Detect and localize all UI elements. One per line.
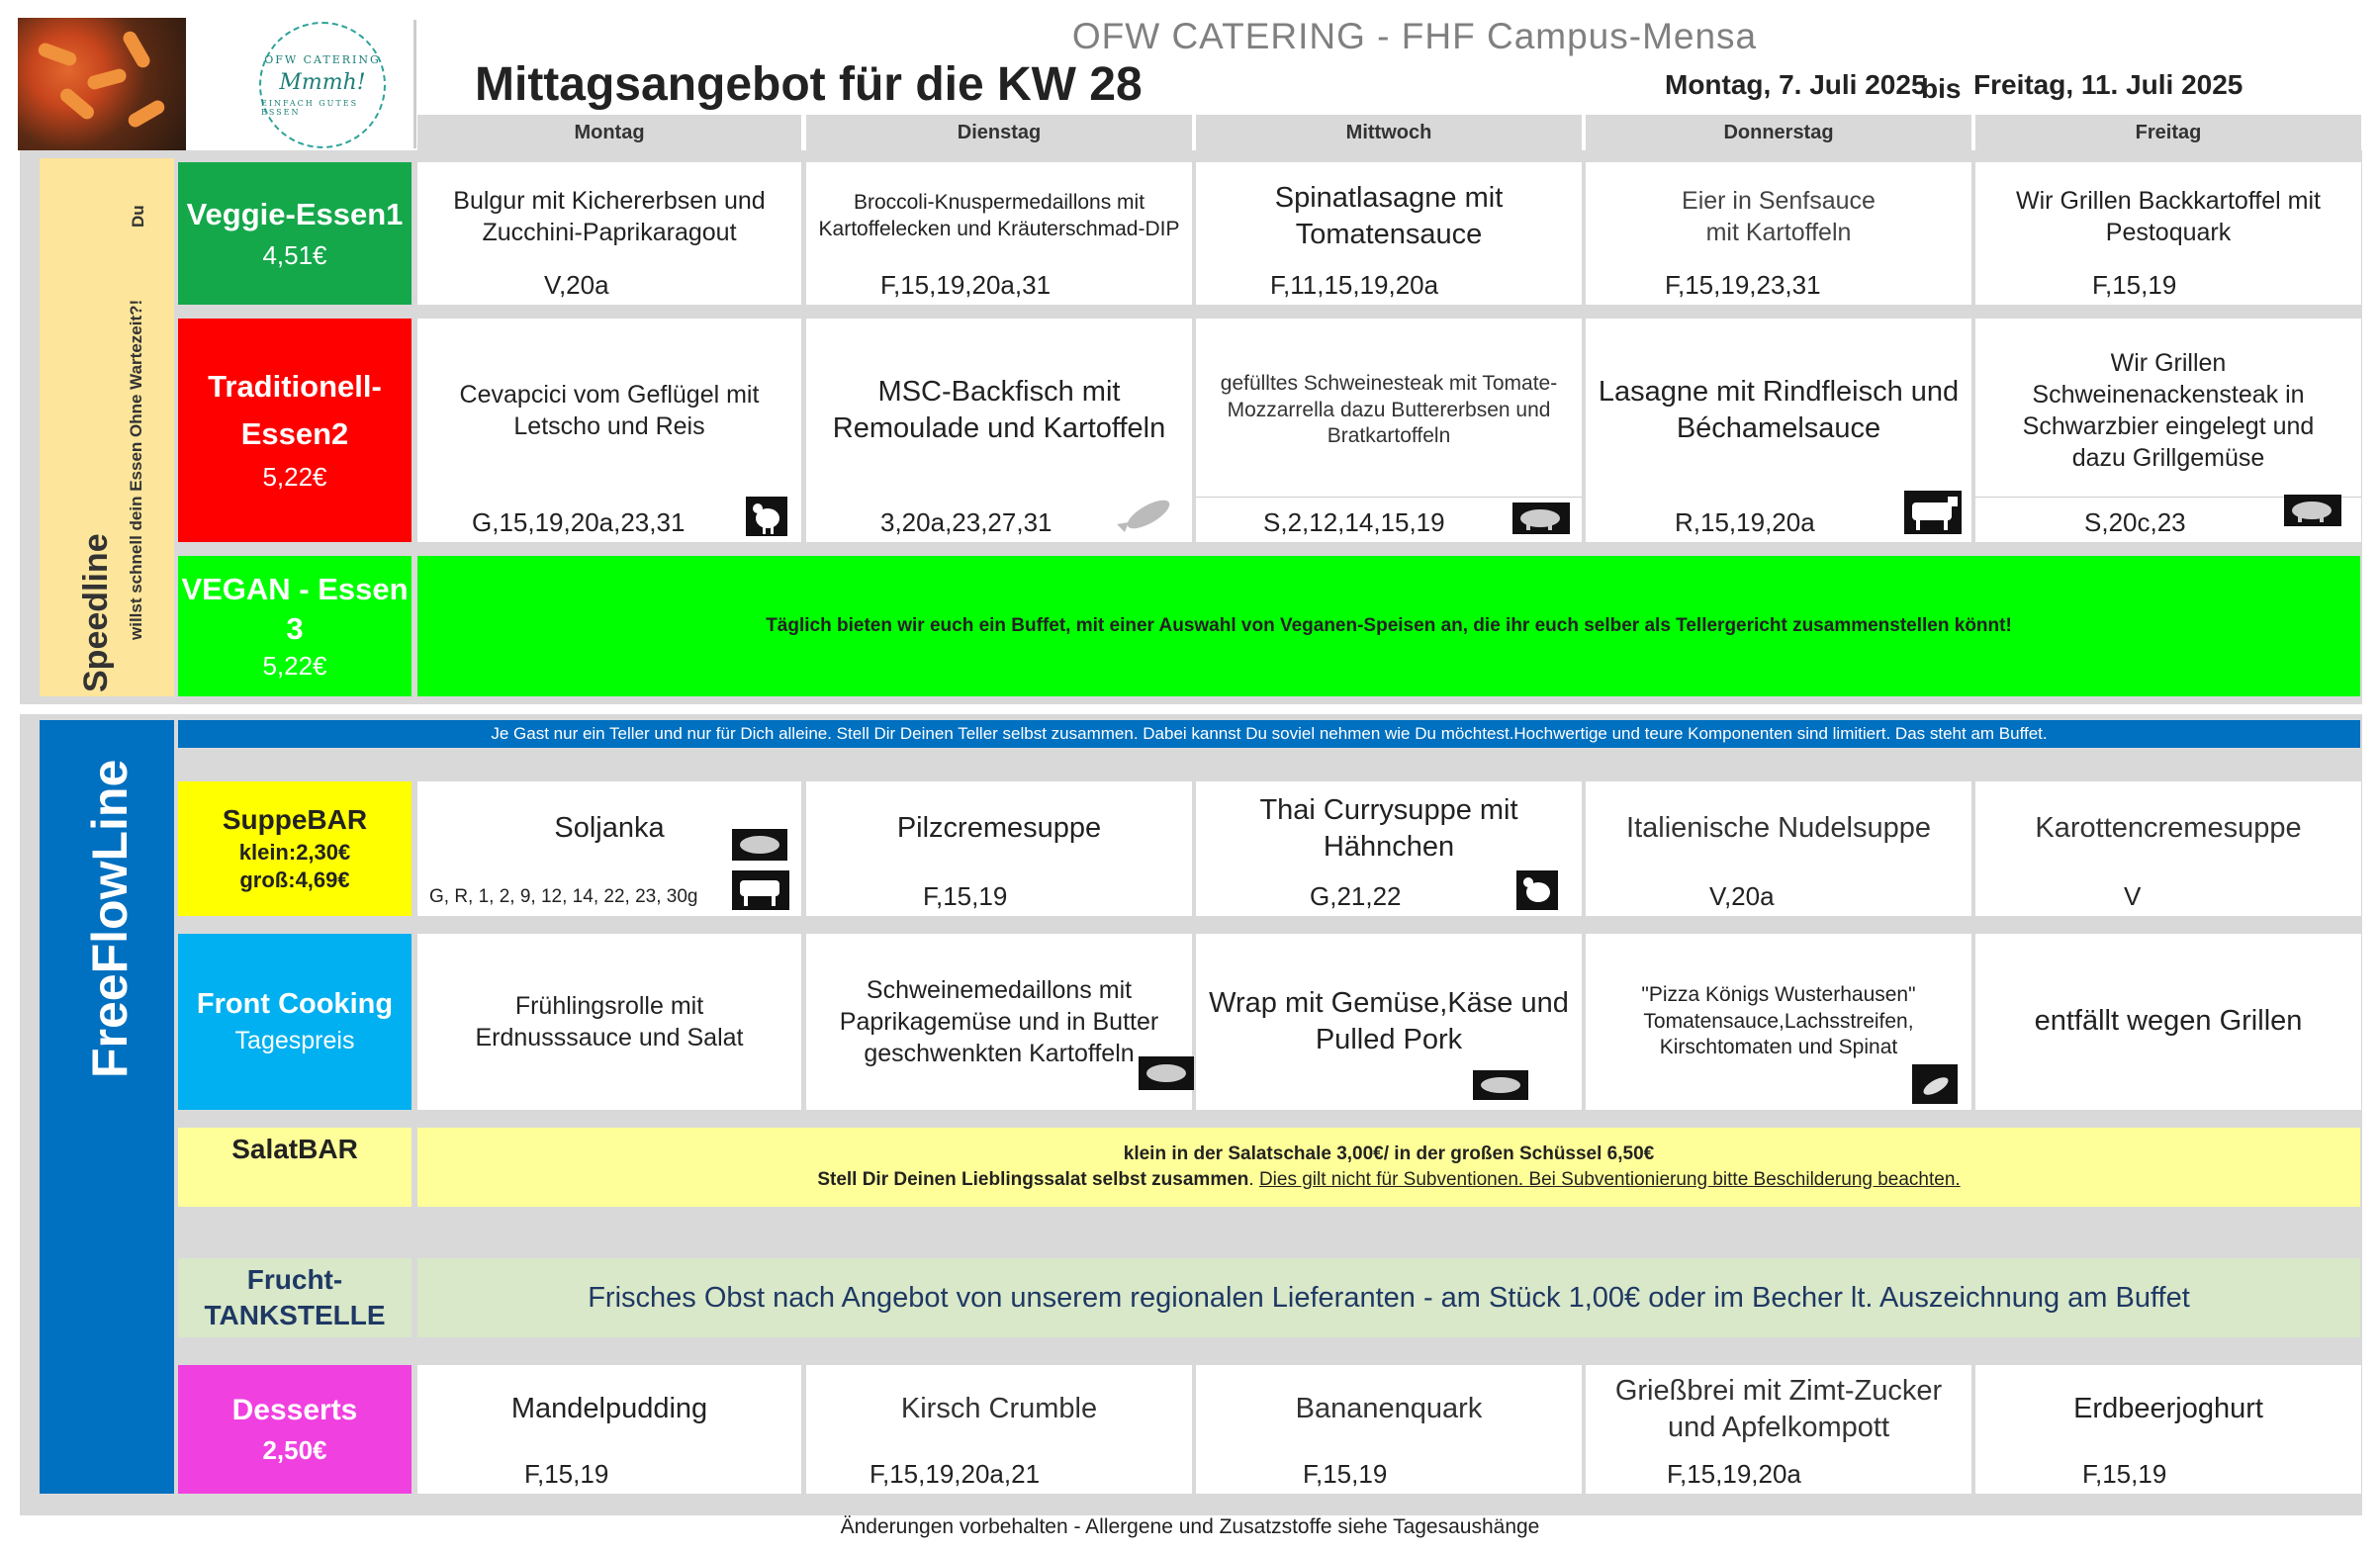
dish-name: Wrap mit Gemüse,Käse und Pulled Pork: [1209, 986, 1569, 1055]
logo-text-top: OFW CATERING: [264, 53, 381, 66]
salat-line2b: .: [1248, 1169, 1259, 1190]
suppe-category: [178, 781, 412, 916]
speedline-sublabel: willst schnell dein Essen Ohne Wartezeit?!: [127, 299, 145, 641]
salat-name: SalatBAR: [231, 1134, 358, 1164]
allergens: G,15,19,20a,23,31: [472, 507, 686, 537]
suppe-cell-montag: [417, 781, 801, 916]
front-category: [178, 934, 412, 1110]
trad-cell-donnerstag: [1586, 319, 1971, 542]
dish-name: Bulgur mit Kichererbsen und Zucchini-Paprikaragout: [453, 187, 766, 246]
vegan-banner: Täglich bieten wir euch ein Buffet, mit einer Auswahl von Veganen-Speisen an, die ihr euch selber als Tellergericht zusammenstellen könnt!: [417, 556, 2360, 696]
front-cell-donnerstag: [1586, 934, 1971, 1110]
salat-line2a: Stell Dir Deinen Lieblingssalat selbst zusammen: [817, 1169, 1249, 1190]
salat-line2c: Dies gilt nicht für Subventionen. Bei Subventionierung bitte Beschilderung beachten.: [1258, 1169, 1961, 1190]
suppe-cell-donnerstag: [1586, 781, 1971, 916]
frucht-name-2: TANKSTELLE: [204, 1300, 386, 1330]
veggie-cell-montag: [417, 162, 801, 305]
chicken-icon: [746, 497, 787, 536]
front-price: Tagespreis: [234, 1027, 355, 1054]
allergens: S,20c,23: [2084, 507, 2186, 537]
date-from: Montag, 7. Juli 2025: [1665, 69, 1927, 100]
allergens: F,15,19,20a: [1667, 1459, 1801, 1489]
desserts-name: Desserts: [231, 1393, 358, 1426]
allergens: F,15,19,20a,21: [870, 1459, 1041, 1489]
dish-name: Spinatlasagne mit Tomatensauce: [1274, 181, 1504, 250]
org-title: OFW CATERING - FHF Campus-Mensa: [1071, 16, 1758, 56]
date-bis: bis: [1921, 73, 1962, 104]
fish-icon: [1115, 485, 1184, 538]
dish-name: Broccoli-Knuspermedaillons mit Kartoffelecken und Kräuterschmad-DIP: [818, 191, 1180, 240]
freeflow-info: Je Gast nur ein Teller und nur für Dich alleine. Stell Dir Deinen Teller selbst zusammen. Dabei kannst Du soviel nehmen wie Du möchtest.Hochwertige und teure Komponenten sind limitiert. Das steht am Buffet.: [178, 720, 2360, 748]
dish-name: Wir Grillen Backkartoffel mit Pestoquark: [2016, 187, 2321, 246]
veggie-cell-mittwoch: [1196, 162, 1582, 305]
dish-name: Bananenquark: [1295, 1393, 1483, 1425]
dish-name: gefülltes Schweinesteak mit Tomate-Mozzarrella dazu Buttererbsen und Bratkartoffeln: [1220, 371, 1558, 448]
allergens: F,11,15,19,20a: [1270, 270, 1439, 300]
day-header-freitag: Freitag: [1975, 115, 2361, 150]
front-cell-montag: [417, 934, 801, 1110]
fish-icon: [1912, 1064, 1958, 1104]
chicken-icon: [1516, 870, 1558, 910]
day-header-mittwoch: Mittwoch: [1196, 115, 1582, 150]
cow-icon: [732, 870, 789, 910]
freeflow-label: FreeFlowLine: [82, 760, 137, 1079]
allergens: F,15,19: [524, 1459, 609, 1489]
pig-icon: [1139, 1056, 1194, 1090]
suppe-name: SuppeBAR: [222, 804, 368, 835]
trad-cell-montag: [417, 319, 801, 542]
suppe-cell-mittwoch: [1196, 781, 1582, 916]
allergens: R,15,19,20a: [1675, 507, 1815, 537]
salat-line1: klein in der Salatschale 3,00€/ in der großen Schüssel 6,50€: [1123, 1143, 1655, 1164]
pig-icon: [1473, 1070, 1528, 1100]
pig-icon: [1512, 502, 1570, 534]
logo: [235, 20, 410, 150]
allergens: G,21,22: [1310, 881, 1402, 911]
vegan-price: 5,22€: [262, 650, 327, 681]
vegan-name-1: VEGAN - Essen: [181, 571, 409, 606]
allergens: G, R, 1, 2, 9, 12, 14, 22, 23, 30g: [429, 886, 698, 907]
veggie-cell-dienstag: [806, 162, 1192, 305]
logo-text-bottom: EINFACH GUTES ESSEN: [261, 99, 359, 117]
allergens: F,15,19: [1303, 1459, 1388, 1489]
cow-icon: [1904, 491, 1962, 534]
trad-price: 5,22€: [262, 461, 327, 492]
front-cell-freitag: [1975, 934, 2361, 1110]
veggie-cell-freitag: [1975, 162, 2361, 305]
trad-cell-mittwoch: [1196, 319, 1582, 542]
dish-name: MSC-Backfisch mit Remoulade und Kartoffeln: [832, 375, 1166, 444]
front-cell-mittwoch: [1196, 934, 1582, 1110]
dessert-cell-donnerstag: [1586, 1365, 1971, 1494]
allergens: F,15,19,20a,31: [880, 270, 1052, 300]
frucht-banner: Frisches Obst nach Angebot von unserem regionalen Lieferanten - am Stück 1,00€ oder im Becher lt. Auszeichnung am Buffet: [417, 1258, 2360, 1337]
page-title: Mittagsangebot für die KW 28: [475, 58, 1143, 111]
allergens: F,15,19: [2082, 1459, 2167, 1489]
dish-name: Italienische Nudelsuppe: [1626, 812, 1931, 845]
dish-name: Cevapcici vom Geflügel mit Letscho und Reis: [459, 381, 760, 440]
footer-note: Änderungen vorbehalten - Allergene und Zusatzstoffe siehe Tagesaushänge: [840, 1515, 1540, 1538]
dish-name: Pilzcremesuppe: [896, 812, 1102, 845]
allergens: S,2,12,14,15,19: [1263, 507, 1445, 537]
speedline-sidebar: [40, 158, 174, 696]
food-photo: [18, 18, 186, 150]
veggie-name: Veggie-Essen1: [186, 196, 404, 231]
allergens: 3,20a,23,27,31: [880, 507, 1053, 537]
dish-name: "Pizza Königs Wusterhausen" Tomatensauce,Lachsstreifen, Kirschtomaten und Spinat: [1641, 982, 1916, 1059]
salat-banner: [417, 1128, 2360, 1207]
dessert-cell-dienstag: [806, 1365, 1192, 1494]
dish-name: Mandelpudding: [510, 1393, 708, 1425]
veggie-cell-donnerstag: [1586, 162, 1971, 305]
frucht-category: [178, 1258, 412, 1337]
dish-name: Erdbeerjoghurt: [2073, 1393, 2263, 1425]
trad-name-1: Traditionell-: [208, 368, 382, 404]
allergens: V: [2124, 881, 2142, 911]
logo-text-mid: Mmmh!: [279, 70, 366, 95]
speedline-label: Speedline: [77, 533, 115, 692]
front-cell-dienstag: [806, 934, 1192, 1110]
dessert-cell-mittwoch: [1196, 1365, 1582, 1494]
dish-name: Karottencremesuppe: [2035, 812, 2302, 845]
frucht-name-1: Frucht-: [246, 1264, 343, 1295]
allergens: V,20a: [544, 270, 609, 300]
front-name: Front Cooking: [196, 988, 394, 1020]
suppe-cell-freitag: [1975, 781, 2361, 916]
allergens: V,20a: [1709, 881, 1775, 911]
veggie-category: [178, 162, 412, 305]
speedline-du: Du: [129, 205, 147, 228]
dessert-cell-freitag: [1975, 1365, 2361, 1494]
vegan-name-2: 3: [286, 610, 304, 646]
pig-icon: [2284, 495, 2341, 526]
day-header-donnerstag: Donnerstag: [1586, 115, 1971, 150]
dish-name: Schweinemedaillons mit Paprikagemüse und in Butter geschwenkten Kartoffeln: [839, 976, 1159, 1067]
dish-name: Eier in Senfsauce mit Kartoffeln: [1682, 187, 1876, 246]
allergens: F,15,19: [2092, 270, 2177, 300]
suppe-large: groß:4,69€: [239, 868, 350, 892]
header-divider: [413, 20, 416, 148]
dish-name: Frühlingsrolle mit Erdnusssauce und Salat: [475, 992, 744, 1051]
day-header-dienstag: Dienstag: [806, 115, 1192, 150]
suppe-small: klein:2,30€: [238, 840, 351, 865]
dessert-cell-montag: [417, 1365, 801, 1494]
trad-category: [178, 319, 412, 542]
desserts-price: 2,50€: [262, 1434, 327, 1465]
trad-name-2: Essen2: [240, 415, 349, 451]
suppe-cell-dienstag: [806, 781, 1192, 916]
day-header-montag: Montag: [417, 115, 801, 150]
dish-name: Grießbrei mit Zimt-Zucker und Apfelkompott: [1614, 1374, 1943, 1443]
allergens: F,15,19,23,31: [1665, 270, 1821, 300]
desserts-category: [178, 1365, 412, 1494]
freeflow-sidebar: [40, 720, 174, 1494]
salat-category: [178, 1128, 412, 1207]
trad-cell-dienstag: [806, 319, 1192, 542]
dish-name: Lasagne mit Rindfleisch und Béchamelsauce: [1598, 375, 1960, 444]
pig-icon: [732, 829, 787, 861]
dish-name: entfällt wegen Grillen: [2034, 1005, 2303, 1038]
vegan-category: [178, 556, 412, 696]
date-to: Freitag, 11. Juli 2025: [1973, 69, 2243, 100]
dish-name: Wir Grillen Schweinenackensteak in Schwarzbier eingelegt und dazu Grillgemüse: [2022, 349, 2315, 472]
veggie-price: 4,51€: [262, 239, 327, 270]
allergens: F,15,19: [923, 881, 1008, 911]
dish-name: Kirsch Crumble: [900, 1393, 1098, 1425]
dish-name: Soljanka: [554, 812, 665, 845]
trad-cell-freitag: [1975, 319, 2361, 542]
dish-name: Thai Currysuppe mit Hähnchen: [1259, 793, 1518, 863]
